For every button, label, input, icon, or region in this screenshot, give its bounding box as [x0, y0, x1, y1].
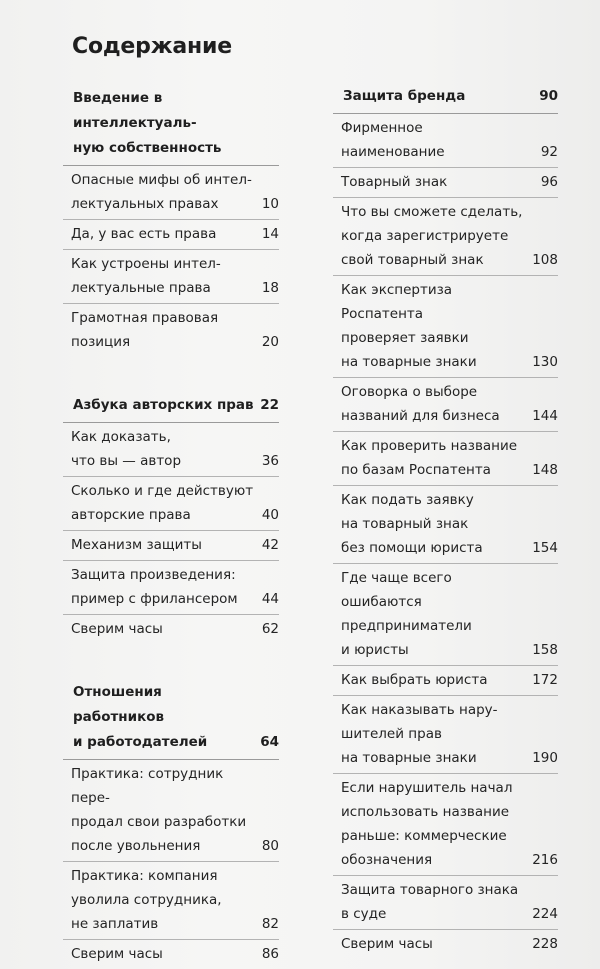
toc-section-copyright	[63, 393, 279, 644]
toc-entry[interactable]	[333, 696, 558, 774]
entry-title: Сверим часы	[341, 936, 433, 952]
entry-title: Как проверить название по базам Роспатента	[341, 438, 518, 478]
entry-title: Как экспертиза Роспатента проверяет заявки на товарные знаки	[341, 282, 477, 370]
entry-page: 92	[540, 144, 558, 160]
entry-title: Как устроены интел- лектуальные права	[71, 256, 221, 296]
entry-title: Грамотная правовая позиция	[71, 310, 219, 350]
entry-page: 216	[532, 852, 558, 868]
toc-entry[interactable]	[333, 198, 558, 276]
entry-title: Защита произведения: пример с фрилансером	[71, 567, 238, 607]
entry-page: 40	[261, 507, 279, 523]
entry-title: Практика: компания уволила сотрудника, не заплатив	[71, 868, 222, 932]
entry-title: Товарный знак	[341, 174, 448, 190]
section-spacer	[63, 644, 279, 680]
toc-entry[interactable]	[63, 531, 279, 561]
entry-title: Оговорка о выборе названий для бизнеса	[341, 384, 500, 424]
toc-entry[interactable]	[63, 862, 279, 940]
toc-entry[interactable]	[63, 304, 279, 357]
toc-entry[interactable]	[63, 940, 279, 969]
toc-entry[interactable]	[333, 432, 558, 486]
entry-page: 228	[532, 936, 558, 952]
entry-title: Сверим часы	[71, 621, 163, 637]
entry-title: Сколько и где действуют авторские права	[71, 483, 254, 523]
toc-entry[interactable]	[333, 276, 558, 378]
toc-entry[interactable]	[63, 423, 279, 477]
entry-title: Да, у вас есть права	[71, 226, 217, 242]
section-spacer	[63, 357, 279, 393]
section-title: Азбука авторских прав	[73, 397, 254, 413]
section-heading[interactable]	[333, 84, 558, 114]
section-heading[interactable]	[63, 680, 279, 760]
entry-page: 108	[532, 252, 558, 268]
entry-title: Что вы сможете сделать, когда зарегистрируете свой товарный знак	[341, 204, 523, 268]
entry-page: 172	[532, 672, 558, 688]
toc-entry[interactable]	[333, 378, 558, 432]
entry-title: Защита товарного знака в суде	[341, 882, 519, 922]
section-page: 90	[539, 88, 558, 104]
entry-title: Как доказать, что вы — автор	[71, 429, 182, 469]
entry-page: 14	[261, 226, 279, 242]
toc-left-column	[63, 84, 279, 969]
entry-page: 158	[532, 642, 558, 658]
section-title: Введение в интеллектуаль- ную собственность	[73, 90, 222, 156]
entry-page: 20	[261, 334, 279, 350]
toc-entry[interactable]	[63, 166, 279, 220]
toc-entry[interactable]	[63, 477, 279, 531]
toc-entry[interactable]	[333, 114, 558, 168]
toc-entry[interactable]	[333, 666, 558, 696]
toc-entry[interactable]	[333, 930, 558, 959]
entry-page: 86	[261, 946, 279, 962]
entry-page: 148	[532, 462, 558, 478]
section-title: Отношения работников и работодателей	[73, 684, 208, 750]
section-page: 22	[260, 397, 279, 413]
entry-page: 130	[532, 354, 558, 370]
toc-entry[interactable]	[63, 615, 279, 644]
page-title: Содержание	[72, 34, 232, 59]
entry-title: Где чаще всего ошибаются предприниматели и юристы	[341, 570, 472, 658]
section-heading[interactable]	[63, 393, 279, 423]
entry-title: Опасные мифы об интел- лектуальных правах	[71, 172, 252, 212]
toc-entry[interactable]	[63, 561, 279, 615]
entry-title: Сверим часы	[71, 946, 163, 962]
toc-entry[interactable]	[333, 774, 558, 876]
entry-page: 42	[261, 537, 279, 553]
entry-page: 224	[532, 906, 558, 922]
entry-page: 80	[261, 838, 279, 854]
toc-entry[interactable]	[63, 250, 279, 304]
entry-title: Практика: сотрудник пере- продал свои разработки после увольнения	[71, 766, 247, 854]
entry-page: 190	[532, 750, 558, 766]
toc-section-intro	[63, 84, 279, 357]
entry-page: 96	[540, 174, 558, 190]
toc-entry[interactable]	[333, 168, 558, 198]
toc-entry[interactable]	[333, 564, 558, 666]
entry-page: 154	[532, 540, 558, 556]
entry-page: 62	[261, 621, 279, 637]
toc-section-employment	[63, 680, 279, 969]
section-title: Защита бренда	[343, 88, 466, 104]
entry-title: Фирменное наименование	[341, 120, 445, 160]
entry-title: Если нарушитель начал использовать название раньше: коммерческие обозначения	[341, 780, 513, 868]
section-page: 64	[260, 734, 279, 750]
entry-page: 144	[532, 408, 558, 424]
entry-title: Как наказывать нару- шителей прав на товарные знаки	[341, 702, 498, 766]
entry-page: 82	[261, 916, 279, 932]
toc-entry[interactable]	[333, 876, 558, 930]
entry-title: Как подать заявку на товарный знак без помощи юриста	[341, 492, 483, 556]
section-heading[interactable]	[63, 84, 279, 166]
entry-title: Механизм защиты	[71, 537, 202, 553]
toc-entry[interactable]	[333, 486, 558, 564]
entry-page: 10	[261, 196, 279, 212]
toc-section-brand	[333, 84, 558, 959]
toc-right-column	[333, 84, 558, 959]
toc-entry[interactable]	[63, 760, 279, 862]
entry-page: 44	[261, 591, 279, 607]
entry-page: 36	[261, 453, 279, 469]
toc-entry[interactable]	[63, 220, 279, 250]
entry-page: 18	[261, 280, 279, 296]
entry-title: Как выбрать юриста	[341, 672, 488, 688]
